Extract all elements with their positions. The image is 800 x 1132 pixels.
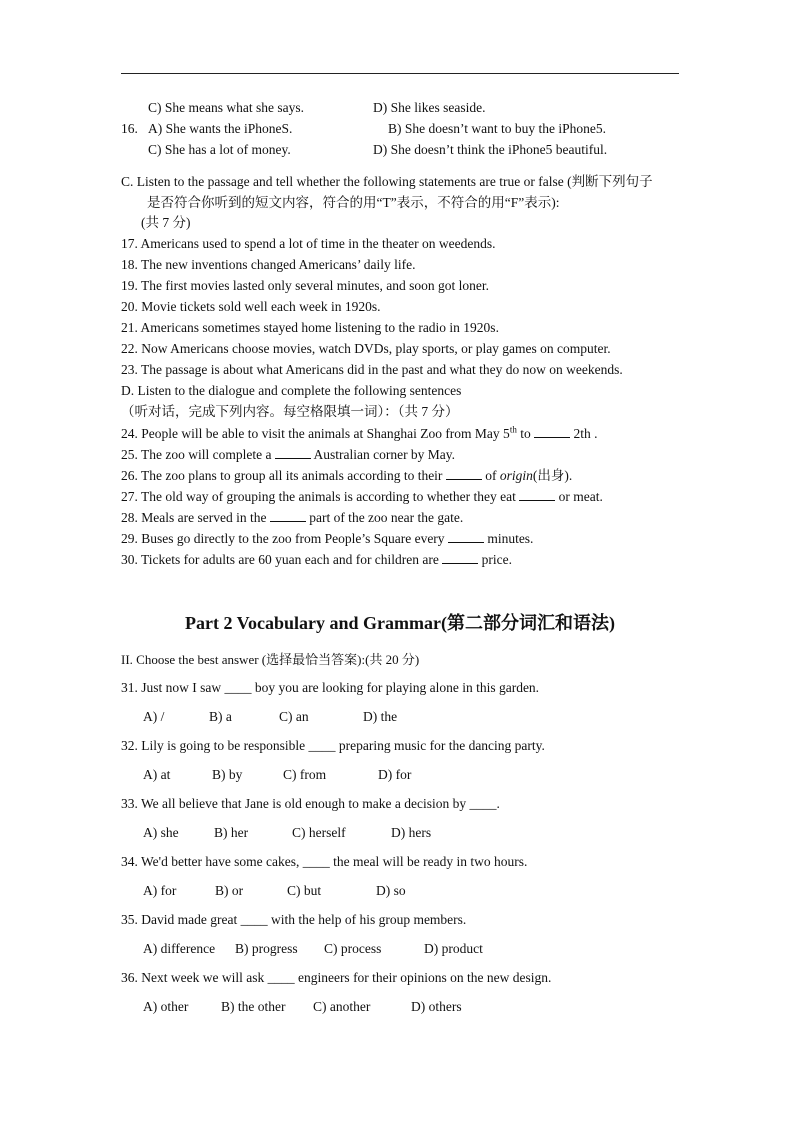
option-16d: D) She doesn’t think the iPhone5 beautiful.	[373, 142, 608, 157]
mc-question-34-option-a: A) for	[143, 883, 177, 898]
fill-in-25	[121, 446, 455, 463]
mc-question-34-option-b: B) or	[215, 883, 244, 898]
mc-question-33-option-a: A) she	[143, 825, 179, 840]
mc-question-31-option-c: C) an	[279, 709, 309, 724]
fill-in-24-text: 24. People will be able to visit the animals at Shanghai Zoo from May 5	[121, 426, 510, 441]
mc-question-32-option-a: A) at	[143, 767, 171, 782]
mc-question-31-stem: 31. Just now I saw ____ boy you are looking for playing alone in this garden.	[121, 680, 540, 695]
option-15d: D) She likes seaside.	[373, 100, 486, 115]
statement-21: 21. Americans sometimes stayed home listening to the radio in 1920s.	[121, 320, 499, 335]
fill-in-28	[121, 509, 463, 526]
mc-question-36-option-b: B) the other	[221, 999, 286, 1014]
mc-question-34-stem: 34. We'd better have some cakes, ____ the meal will be ready in two hours.	[121, 854, 528, 869]
mc-question-31-option-a: A) /	[143, 709, 165, 724]
statement-20: 20. Movie tickets sold well each week in 1920s.	[121, 299, 381, 314]
mc-question-31-option-b: B) a	[209, 709, 232, 724]
option-15c: C) She means what she says.	[148, 100, 304, 115]
section-c-instruction-line2: 是否符合你听到的短文内容，符合的用“T”表示，不符合的用“F”表示):	[147, 195, 560, 210]
fill-in-27-tail: or meat.	[555, 489, 603, 504]
answer-blank-27	[519, 488, 555, 501]
statement-23: 23. The passage is about what Americans did in the past and what they do now on weekends.	[121, 362, 623, 377]
statement-17: 17. Americans used to spend a lot of time in the theater on weedends.	[121, 236, 496, 251]
fill-in-25-text: 25. The zoo will complete a	[121, 447, 275, 462]
mc-question-36-option-a: A) other	[143, 999, 189, 1014]
option-16b: B) She doesn’t want to buy the iPhone5.	[388, 121, 606, 136]
mc-question-33-option-d: D) hers	[391, 825, 432, 840]
option-16a: A) She wants the iPhoneS.	[148, 121, 293, 136]
fill-in-26-tail: (出身).	[532, 468, 573, 483]
fill-in-29	[121, 530, 533, 547]
fill-in-27-text: 27. The old way of grouping the animals is according to whether they eat	[121, 489, 520, 504]
fill-in-26	[121, 467, 572, 484]
mc-question-31-option-d: D) the	[363, 709, 398, 724]
mc-question-32-option-d: D) for	[378, 767, 412, 782]
part-2-instruction: II. Choose the best answer (选择最恰当答案):(共 20 分)	[121, 652, 420, 667]
fill-in-27	[121, 488, 603, 505]
section-c-score: (共 7 分)	[141, 215, 191, 230]
fill-in-28-text: 28. Meals are served in the	[121, 510, 270, 525]
fill-in-26-mid: of	[481, 468, 500, 483]
fill-in-24-sup: th	[509, 424, 517, 435]
question-16-number: 16.	[121, 121, 138, 136]
mc-question-34-option-d: D) so	[376, 883, 406, 898]
part-2-title: Part 2 Vocabulary and Grammar(第二部分词汇和语法)	[185, 613, 615, 633]
option-16c: C) She has a lot of money.	[148, 142, 291, 157]
section-c-instruction-line1: C. Listen to the passage and tell whether the following statements are true or false (判断下列句子	[121, 174, 653, 189]
mc-question-32-option-b: B) by	[212, 767, 243, 782]
mc-question-32-option-c: C) from	[283, 767, 327, 782]
fill-in-30-text: 30. Tickets for adults are 60 yuan each and for children are	[121, 552, 443, 567]
statement-22: 22. Now Americans choose movies, watch DVDs, play sports, or play games on computer.	[121, 341, 611, 356]
answer-blank-30	[442, 551, 478, 564]
fill-in-29-text: 29. Buses go directly to the zoo from People’s Square every	[121, 531, 448, 546]
fill-in-24	[121, 425, 597, 442]
answer-blank-29	[448, 530, 484, 543]
section-d-instruction-line2: （听对话，完成下列内容。每空格限填一词）：（共 7 分）	[121, 404, 459, 419]
mc-question-34-option-c: C) but	[287, 883, 322, 898]
section-d-instruction-line1: D. Listen to the dialogue and complete the following sentences	[121, 383, 462, 398]
fill-in-26-italic: origin	[499, 468, 533, 483]
answer-blank-28	[270, 509, 306, 522]
fill-in-30	[121, 551, 512, 568]
fill-in-25-tail: Australian corner by May.	[310, 447, 456, 462]
statement-18: 18. The new inventions changed Americans’ daily life.	[121, 257, 416, 272]
fill-in-24-mid: to	[516, 426, 535, 441]
fill-in-24-tail: 2th .	[570, 426, 598, 441]
mc-question-33-stem: 33. We all believe that Jane is old enough to make a decision by ____.	[121, 796, 500, 811]
header-rule	[121, 73, 679, 74]
answer-blank-25	[275, 446, 311, 459]
fill-in-29-tail: minutes.	[483, 531, 534, 546]
mc-question-36-option-c: C) another	[313, 999, 371, 1014]
fill-in-26-text: 26. The zoo plans to group all its animals according to their	[121, 468, 446, 483]
mc-question-33-option-c: C) herself	[292, 825, 346, 840]
statement-19: 19. The first movies lasted only several minutes, and soon got loner.	[121, 278, 489, 293]
mc-question-36-stem: 36. Next week we will ask ____ engineers for their opinions on the new design.	[121, 970, 552, 985]
mc-question-35-stem: 35. David made great ____ with the help of his group members.	[121, 912, 467, 927]
mc-question-35-option-d: D) product	[424, 941, 483, 956]
mc-question-33-option-b: B) her	[214, 825, 249, 840]
mc-question-35-option-c: C) process	[324, 941, 382, 956]
fill-in-30-tail: price.	[478, 552, 513, 567]
answer-blank-24	[534, 425, 570, 438]
answer-blank-26	[446, 467, 482, 480]
mc-question-35-option-a: A) difference	[143, 941, 216, 956]
fill-in-28-tail: part of the zoo near the gate.	[305, 510, 464, 525]
mc-question-32-stem: 32. Lily is going to be responsible ____ preparing music for the dancing party.	[121, 738, 545, 753]
mc-question-35-option-b: B) progress	[235, 941, 298, 956]
mc-question-36-option-d: D) others	[411, 999, 462, 1014]
